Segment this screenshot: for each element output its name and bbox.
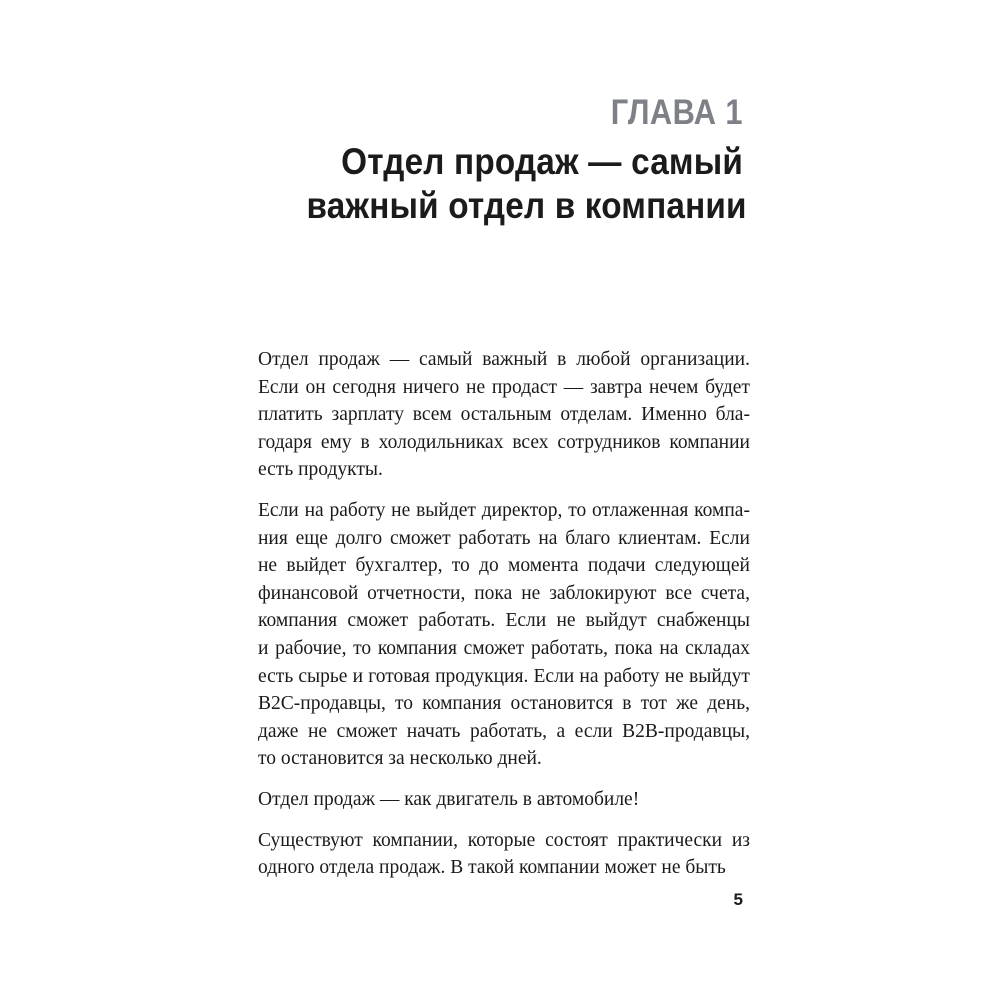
body-text-column	[258, 346, 750, 882]
chapter-title-line-1: Отдел продаж — самый	[341, 141, 743, 182]
text-line: не выйдет бухгалтер, то до момента подачи следующей	[258, 555, 750, 577]
chapter-title-line-2: важный отдел в компании	[306, 185, 747, 226]
chapter-header	[258, 92, 747, 253]
paragraph	[258, 827, 750, 882]
text-line: годаря ему в холодильниках всех сотрудников компании	[258, 431, 750, 453]
text-line: есть продукты.	[258, 459, 383, 481]
text-line: Отдел продаж — как двигатель в автомобиле!	[258, 788, 640, 810]
text-line: Если на работу не выйдет директор, то отлаженная компа-	[258, 499, 750, 521]
text-line: есть сырье и готовая продукция. Если на работу не выйдут	[258, 665, 750, 687]
text-line: одного отдела продаж. В такой компании может не быть	[258, 857, 726, 879]
paragraph	[258, 497, 750, 773]
text-line: B2C-продавцы, то компания остановится в тот же день,	[258, 693, 750, 715]
text-line: финансовой отчетности, пока не заблокируют все счета,	[258, 582, 750, 604]
text-line: Существуют компании, которые состоят практически из	[258, 829, 750, 851]
text-line: даже не сможет начать работать, а если B2B-продавцы,	[258, 720, 750, 742]
paragraph	[258, 346, 750, 484]
text-line: ния еще долго сможет работать на благо клиентам. Если	[258, 527, 750, 549]
text-line: Если он сегодня ничего не продаст — завтра нечем будет	[258, 376, 750, 398]
text-line: и рабочие, то компания сможет работать, пока на складах	[258, 637, 750, 659]
page-number: 5	[733, 890, 743, 909]
text-line: Отдел продаж — самый важный в любой организации.	[258, 349, 750, 370]
chapter-number-label: ГЛАВА 1	[610, 93, 743, 132]
text-line: то остановится за несколько дней.	[258, 748, 542, 770]
text-line: платить зарплату всем остальным отделам. Именно бла-	[258, 404, 750, 426]
page-title	[258, 140, 747, 228]
text-line: компания сможет работать. Если не выйдут снабженцы	[258, 610, 750, 632]
paragraph	[258, 786, 750, 814]
